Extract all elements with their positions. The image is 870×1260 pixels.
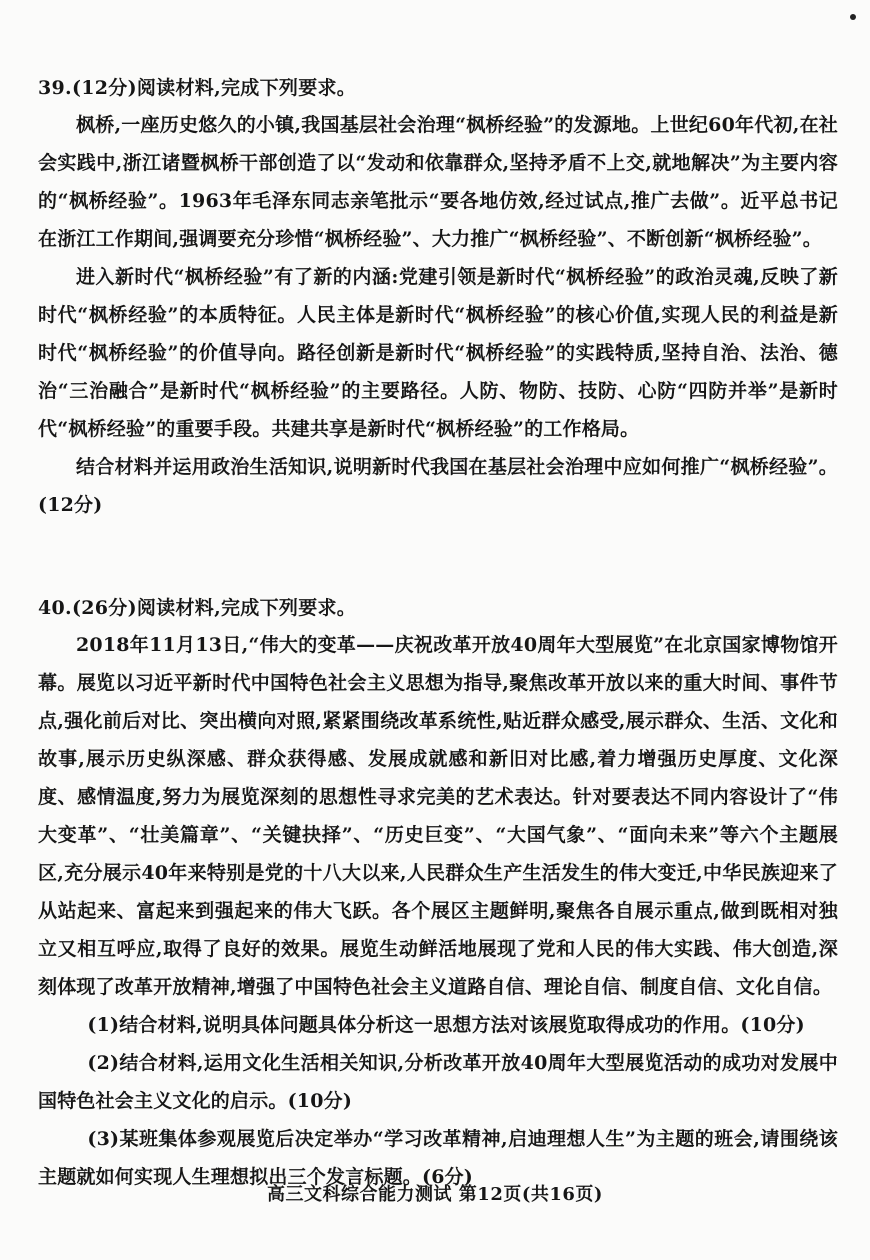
- question-40-header: 40.(26分)阅读材料,完成下列要求。: [38, 597, 357, 619]
- question-39-prompt: 结合材料并运用政治生活知识,说明新时代我国在基层社会治理中应如何推广“枫桥经验”。(12分): [38, 456, 838, 516]
- question-39: [38, 76, 838, 524]
- scan-mark: [850, 14, 856, 20]
- question-40: [38, 596, 838, 1196]
- question-39-material-2: 进入新时代“枫桥经验”有了新的内涵:党建引领是新时代“枫桥经验”的政治灵魂,反映了新时代“枫桥经验”的本质特征。人民主体是新时代“枫桥经验”的核心价值,实现人民的利益是新时代“枫桥经验”的价值导向。路径创新是新时代“枫桥经验”的实践特质,坚持自治、法治、德治“三治融合”是新时代“枫桥经验”的主要路径。人防、物防、技防、心防“四防并举”是新时代“枫桥经验”的重要手段。共建共享是新时代“枫桥经验”的工作格局。: [38, 266, 838, 440]
- question-39-header: 39.(12分)阅读材料,完成下列要求。: [38, 77, 357, 99]
- question-40-sub-2: (2)结合材料,运用文化生活相关知识,分析改革开放40周年大型展览活动的成功对发展中国特色社会主义文化的启示。(10分): [38, 1052, 838, 1112]
- question-40-sub-3: (3)某班集体参观展览后决定举办“学习改革精神,启迪理想人生”为主题的班会,请围绕该主题就如何实现人生理想拟出三个发言标题。(6分): [38, 1128, 838, 1188]
- question-40-material: 2018年11月13日,“伟大的变革——庆祝改革开放40周年大型展览”在北京国家博物馆开幕。展览以习近平新时代中国特色社会主义思想为指导,聚焦改革开放以来的重大时间、事件节点,强化前后对比、突出横向对照,紧紧围绕改革系统性,贴近群众感受,展示群众、生活、文化和故事,展示历史纵深感、群众获得感、发展成就感和新旧对比感,着力增强历史厚度、文化深度、感情温度,努力为展览深刻的思想性寻求完美的艺术表达。针对要表达不同内容设计了“伟大变革”、“壮美篇章”、“关键抉择”、“历史巨变”、“大国气象”、“面向未来”等六个主题展区,充分展示40年来特别是党的十八大以来,人民群众生产生活发生的伟大变迁,中华民族迎来了从站起来、富起来到强起来的伟大飞跃。各个展区主题鲜明,聚焦各自展示重点,做到既相对独立又相互呼应,取得了良好的效果。展览生动鲜活地展现了党和人民的伟大实践、伟大创造,深刻体现了改革开放精神,增强了中国特色社会主义道路自信、理论自信、制度自信、文化自信。: [38, 634, 838, 998]
- page-footer: 高三文科综合能力测试 第12页(共16页): [267, 1184, 603, 1205]
- question-40-sub-1: (1)结合材料,说明具体问题具体分析这一思想方法对该展览取得成功的作用。(10分): [87, 1014, 805, 1036]
- question-39-material-1: 枫桥,一座历史悠久的小镇,我国基层社会治理“枫桥经验”的发源地。上世纪60年代初,在社会实践中,浙江诸暨枫桥干部创造了以“发动和依靠群众,坚持矛盾不上交,就地解决”为主要内容的“枫桥经验”。1963年毛泽东同志亲笔批示“要各地仿效,经过试点,推广去做”。近平总书记在浙江工作期间,强调要充分珍惜“枫桥经验”、大力推广“枫桥经验”、不断创新“枫桥经验”。: [38, 114, 838, 250]
